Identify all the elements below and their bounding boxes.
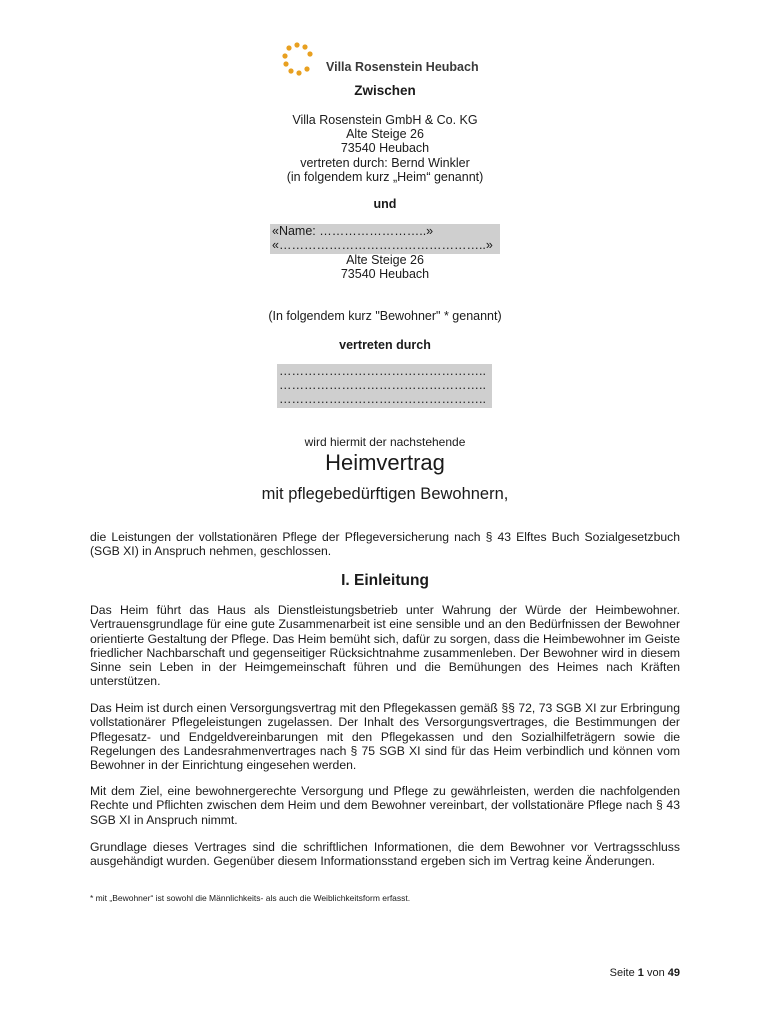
party2-address — [0, 253, 770, 281]
section-paragraph: Das Heim führt das Haus als Dienstleistungsbetrieb unter Wahrung der Würde der Heimbewohner. Vertrauensgrundlage für eine gute Zusammenarbeit ist eine sensible und an den Bedürfnissen der Bewohner orientierte Gestaltung der Pflege. Das Heim bemüht sich, dafür zu sorgen, dass die Heimbewohner im Geiste friedlicher Nachbarschaft und gegenseitiger Rücksichtnahme zusammenleben. Der Bewohner wird in diesem Sinne sein Leben in der Heimgemeinschaft führen und die Bemühungen des Heimes nach Kräften unterstützen. — [90, 603, 680, 689]
current-page: 1 — [637, 967, 644, 979]
representative-field[interactable] — [277, 364, 492, 408]
resident-name-field[interactable] — [270, 224, 500, 254]
heading-zwischen: Zwischen — [354, 83, 416, 98]
party1-line: Villa Rosenstein GmbH & Co. KG — [292, 113, 478, 127]
party1-line: vertreten durch: Bernd Winkler — [300, 155, 470, 170]
contract-subtitle: mit pflegebedürftigen Bewohnern, — [261, 485, 509, 503]
party1-line: (in folgendem kurz „Heim“ genannt) — [286, 169, 484, 184]
party1-block — [0, 113, 770, 184]
contract-purpose: die Leistungen der vollstationären Pflege der Pflegeversicherung nach § 43 Elftes Buch Sozialgesetzbuch (SGB XI) in Anspruch nehmen, geschlossen. — [90, 530, 680, 559]
page-middle: von — [643, 967, 668, 979]
resident-name-line: «…………………………………………..» — [272, 238, 493, 252]
address-line: 73540 Heubach — [340, 267, 430, 282]
contract-intro: wird hiermit der nachstehende — [304, 435, 466, 449]
party1-line: Alte Steige 26 — [346, 127, 424, 142]
total-pages: 49 — [667, 967, 680, 979]
section-paragraph: Das Heim ist durch einen Versorgungsvertrag mit den Pflegekassen gemäß §§ 72, 73 SGB XI zur Erbringung vollstationärer Pflegeleistungen zugelassen. Der Inhalt des Versorgungsvertrages, die Bestimmungen der Pflegesatz- und Endgeldvereinbarungen mit den Pflegekassen und den Sozialhilfeträgern sowie die Regelungen des Landesrahmenvertrages nach § 75 SGB XI sind für das Heim verbindlich und können vom Bewohner in der Einrichtung eingesehen werden. — [90, 701, 680, 773]
resident-short-name: (In folgendem kurz "Bewohner" * genannt) — [268, 309, 502, 323]
representative-line: ………………………………………….. — [279, 364, 486, 378]
section-paragraph: Mit dem Ziel, eine bewohnergerechte Versorgung und Pflege zu gewährleisten, werden die nachfolgenden Rechte und Pflichten zwischen dem Heim und dem Bewohner vereinbart, der vollstationäre Pflege nach § 43 SGB XI in Anspruch nimmt. — [90, 784, 680, 827]
logo-text: Villa Rosenstein Heubach — [326, 60, 479, 74]
address-line: Alte Steige 26 — [346, 253, 424, 267]
conjunction-und: und — [373, 197, 397, 211]
page-number — [610, 967, 680, 979]
page-prefix: Seite — [609, 967, 638, 979]
party1-line: 73540 Heubach — [340, 141, 430, 156]
contract-title: Heimvertrag — [325, 450, 445, 475]
representative-line: ………………………………………….. — [279, 392, 486, 406]
representative-line: ………………………………………….. — [279, 378, 486, 392]
section-heading: I. Einleitung — [341, 572, 429, 589]
section-paragraph: Grundlage dieses Vertrages sind die schriftlichen Informationen, die dem Bewohner vor Vertragsschluss ausgehändigt wurden. Gegenüber diesem Informationsstand ergeben sich im Vertrag keine Änderungen. — [90, 840, 680, 869]
footnote: * mit „Bewohner“ ist sowohl die Männlichkeits- als auch die Weiblichkeitsform erfasst. — [90, 893, 411, 903]
resident-name-line: «Name: ……………………..» — [272, 224, 434, 238]
sun-dots-icon — [280, 40, 320, 80]
company-logo — [280, 40, 500, 80]
represented-label: vertreten durch — [339, 338, 431, 352]
